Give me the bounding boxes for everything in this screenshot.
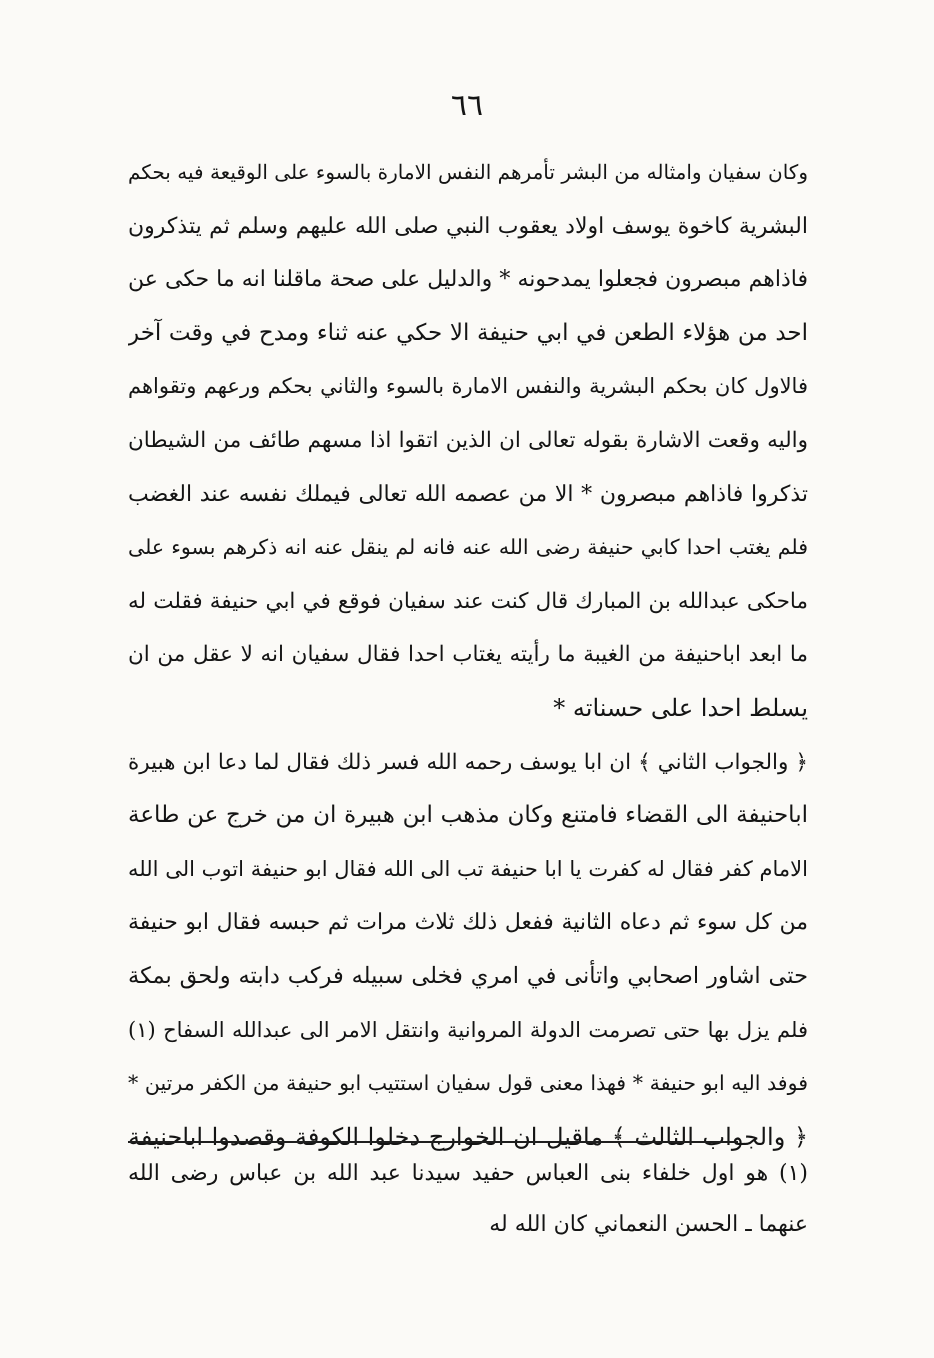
- text-line: واليه وقعت الاشارة بقوله تعالى ان الذين اتقوا اذا مسهم طائف من الشيطان: [128, 427, 808, 453]
- text-line: اباحنيفة الى القضاء فامتنع وكان مذهب ابن هبيرة ان من خرج عن طاعة: [128, 802, 808, 829]
- footnotes: [128, 1148, 808, 1250]
- text-line: حتى اشاور اصحابي واتأنى في امري فخلى سبيله فركب دابته ولحق بمكة: [128, 962, 808, 989]
- text-line: يسلط احدا على حسناته *: [553, 693, 808, 722]
- text-line: فلم يغتب احدا كابي حنيفة رضى الله عنه فانه لم ينقل عنه انه ذكرهم بسوء على: [128, 535, 808, 560]
- text-line: الامام كفر فقال له كفرت يا ابا حنيفة تب الى الله فقال ابو حنيفة اتوب الى الله: [128, 856, 808, 881]
- text-line: البشرية كاخوة يوسف اولاد يعقوب النبي صلى الله عليهم وسلم ثم يتذكرون: [128, 213, 808, 239]
- footnote-line: عنهما ـ الحسن النعماني كان الله له: [489, 1212, 808, 1237]
- text-line: فالاول كان بحكم البشرية والنفس الامارة بالسوء والثاني بحكم ورعهم وتقواهم: [128, 374, 808, 399]
- footnote-line: (١) هو اول خلفاء بنى العباس حفيد سيدنا عبد الله بن عباس رضى الله: [128, 1161, 808, 1186]
- footnote-divider: [128, 1141, 738, 1143]
- text-line: ماحكى عبدالله بن المبارك قال كنت عند سفيان فوقع في ابي حنيفة فقلت له: [128, 588, 808, 614]
- text-line: ﴿ والجواب الثاني ﴾ ان ابا يوسف رحمه الله فسر ذلك فقال لما دعا ابن هبيرة: [128, 749, 808, 775]
- text-line: ما ابعد اباحنيفة من الغيبة ما رأيته يغتاب احدا فقال سفيان انه لا عقل من ان: [128, 642, 808, 668]
- main-text: [128, 146, 808, 1164]
- text-line: فاذاهم مبصرون فجعلوا يمدحونه * والدليل على صحة ماقلنا انه ما حكى عن: [128, 267, 808, 293]
- text-line: ﴿ والجواب الثالث ﴾ ماقيل ان الخوارج دخلوا الكوفة وقصدوا اباحنيفة: [128, 1122, 808, 1151]
- text-line: تذكروا فاذاهم مبصرون * الا من عصمه الله تعالى فيملك نفسه عند الغضب: [128, 481, 808, 507]
- page-number: ٦٦: [450, 88, 484, 123]
- text-line: فلم يزل بها حتى تصرمت الدولة المروانية وانتقل الامر الى عبدالله السفاح (١): [128, 1017, 808, 1042]
- text-line: من كل سوء ثم دعاه الثانية ففعل ذلك ثلاث مرات ثم حبسه فقال ابو حنيفة: [128, 910, 808, 936]
- text-line: احد من هؤلاء الطعن في ابي حنيفة الا حكي عنه ثناء ومدح في وقت آخر: [128, 319, 808, 346]
- text-line: فوفد اليه ابو حنيفة * فهذا معنى قول سفيان استتيب ابو حنيفة من الكفر مرتين *: [128, 1071, 808, 1096]
- text-line: وكان سفيان وامثاله من البشر تأمرهم النفس الامارة بالسوء على الوقيعة فيه بحكم: [128, 160, 808, 184]
